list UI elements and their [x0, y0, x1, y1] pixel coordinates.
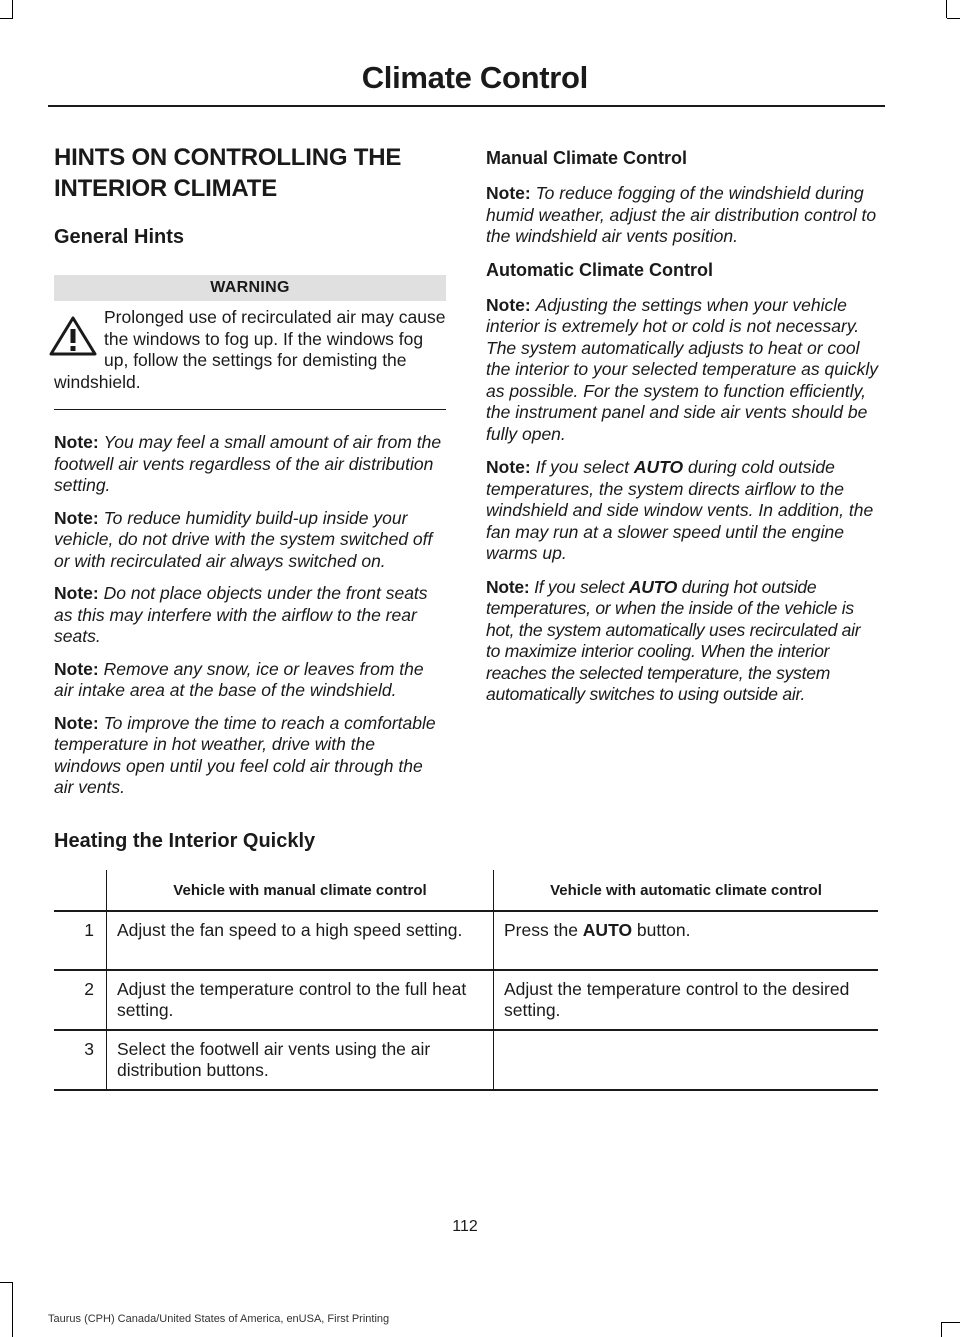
note: Note: You may feel a small amount of air from the footwell air vents regardless of the air distribution setting. — [54, 432, 442, 495]
manual-column-header: Vehicle with manual climate control — [107, 870, 494, 911]
general-hints-heading: General Hints — [54, 226, 185, 248]
manual-climate-heading: Manual Climate Control — [486, 148, 688, 168]
manual-step: Adjust the fan speed to a high speed setting. — [107, 911, 494, 970]
page-header-title: Climate Control — [361, 60, 588, 95]
crop-mark — [0, 18, 13, 19]
crop-mark — [12, 1282, 13, 1337]
note: Note: Remove any snow, ice or leaves from the air intake area at the base of the windshield. — [54, 658, 424, 700]
table-header-row — [54, 870, 878, 911]
warning-divider — [54, 409, 446, 410]
note: Note: To reduce humidity build-up inside your vehicle, do not drive with the system switched off or with recirculated air always switched on. — [54, 507, 433, 571]
crop-mark — [12, 0, 13, 18]
heating-heading: Heating the Interior Quickly — [54, 830, 316, 852]
note: Note: Do not place objects under the front seats as this may interfere with the airflow to the rear seats. — [54, 583, 428, 646]
warning-label: WARNING — [54, 275, 446, 301]
auto-column-header: Vehicle with automatic climate control — [494, 870, 879, 911]
page-number: 112 — [452, 1218, 478, 1235]
note: Note: If you select AUTO during cold outside temperatures, the system directs airflow to the windshield and side window vents. In addition, the fan may run at a slower speed until the engine warms up. — [486, 457, 874, 563]
crop-mark — [941, 1322, 942, 1337]
note: Note: To improve the time to reach a comfortable temperature in hot weather, drive with the windows open until you feel cold air through the air vents. — [54, 712, 436, 797]
header-rule — [48, 105, 885, 107]
section-heading — [54, 142, 446, 204]
step-number-header — [54, 870, 107, 911]
auto-step: Adjust the temperature control to the desired setting. — [494, 970, 879, 1030]
auto-keyword: AUTO — [582, 920, 633, 940]
auto-step — [494, 1030, 879, 1090]
auto-step: Press the AUTO button. — [494, 911, 879, 970]
warning-box — [54, 307, 446, 393]
note: Note: To reduce fogging of the windshield during humid weather, adjust the air distribution control to the windshield air vents position. — [486, 183, 877, 246]
crop-mark — [947, 18, 960, 19]
warning-triangle-icon — [48, 315, 98, 357]
auto-keyword: AUTO — [633, 457, 684, 477]
step-number: 3 — [54, 1030, 107, 1090]
left-column — [54, 142, 446, 810]
step-number: 2 — [54, 970, 107, 1030]
heating-steps-table — [54, 870, 878, 1091]
warning-text: Prolonged use of recirculated air may cause the windows to fog up. If the windows fog up, follow the settings for demisting the windshield. — [54, 307, 446, 392]
table-row — [54, 911, 878, 970]
section-heading-line1: HINTS ON CONTROLLING THE — [54, 144, 402, 171]
automatic-climate-heading: Automatic Climate Control — [486, 259, 714, 280]
manual-step: Select the footwell air vents using the air distribution buttons. — [107, 1030, 494, 1090]
note: Note: If you select AUTO during hot outside temperatures, or when the inside of the vehicle is hot, the system automatically uses recirculated air to maximize interior cooling. When the interior reaches the selected temperature, the system automatically switches to using outside air. — [486, 576, 861, 704]
crop-mark — [946, 0, 947, 18]
table-row — [54, 1030, 878, 1090]
crop-mark — [941, 1322, 960, 1323]
footer-text: Taurus (CPH) Canada/United States of America, enUSA, First Printing — [48, 1313, 390, 1325]
note: Note: Adjusting the settings when your vehicle interior is extremely hot or cold is not necessary. The system automatically adjusts to heat or cool the interior to your selected temperature as quickly as possible. For the system to function efficiently, the instrument panel and side air vents should be fully open. — [486, 294, 878, 444]
right-column — [486, 142, 878, 718]
section-heading-line2: INTERIOR CLIMATE — [54, 175, 278, 202]
manual-step: Adjust the temperature control to the full heat setting. — [107, 970, 494, 1030]
crop-mark — [0, 1282, 13, 1283]
table-row — [54, 970, 878, 1030]
auto-keyword: AUTO — [628, 576, 678, 597]
step-number: 1 — [54, 911, 107, 970]
